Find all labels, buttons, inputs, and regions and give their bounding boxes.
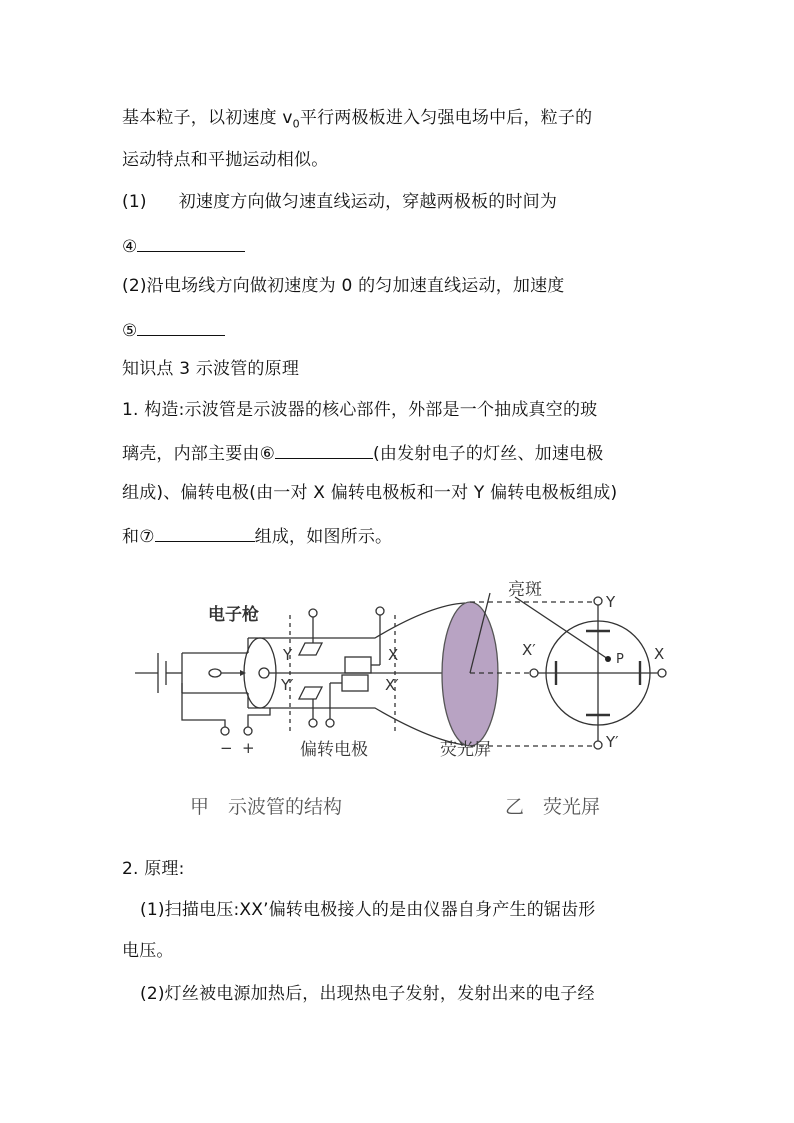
- cathode: [209, 669, 221, 677]
- para-line-2: 运动特点和平抛运动相似。: [122, 150, 329, 170]
- label-xp-right: X′: [522, 641, 536, 659]
- tube-body: [248, 603, 465, 745]
- label-y-right: Y: [606, 593, 616, 611]
- text-segment: (由发射电子的灯丝、加速电极: [373, 444, 604, 464]
- label-x-right: X: [654, 645, 665, 663]
- x-terminal: [376, 607, 384, 615]
- x-plate: [342, 675, 368, 691]
- para-line-11: [122, 523, 392, 548]
- caption-screen: 乙 荧光屏: [505, 796, 601, 818]
- label-xp: X′: [385, 676, 399, 694]
- para-line-6: [122, 317, 225, 342]
- caption-structure: 甲 示波管的结构: [190, 796, 343, 818]
- light-spot: [605, 656, 611, 662]
- minus-terminal: [221, 727, 229, 735]
- fluorescent-screen: [442, 602, 498, 746]
- label-y: Y: [283, 646, 293, 664]
- para-line-9: [122, 440, 603, 465]
- subscript-zero: 0: [292, 117, 300, 131]
- y-terminal: [309, 609, 317, 617]
- oscilloscope-tube-figure: [130, 575, 675, 825]
- circuit-wire: [248, 708, 270, 727]
- para-line-4: [122, 233, 245, 258]
- item-number: (1): [122, 192, 147, 212]
- para-line-13: (1)扫描电压:XX’偏转电极接人的是由仪器自身产生的锯齿形: [140, 900, 596, 920]
- para-line-8: 1. 构造:示波管是示波器的核心部件，外部是一个抽成真空的玻: [122, 400, 598, 420]
- y-plate: [299, 643, 322, 655]
- text-segment: 基本粒子，以初速度 v: [122, 108, 293, 128]
- xp-terminal: [326, 719, 334, 727]
- para-line-1: [122, 107, 592, 135]
- label-plus: +: [242, 739, 255, 757]
- text-segment: 组成，如图所示。: [254, 527, 393, 547]
- label-bright-spot: 亮斑: [508, 580, 542, 600]
- label-p: P: [616, 652, 624, 667]
- yp-terminal: [309, 719, 317, 727]
- label-deflection-electrode: 偏转电极: [300, 740, 368, 760]
- beam-arrowhead: [240, 670, 246, 676]
- para-line-3: [122, 191, 557, 213]
- answer-blank-6: [275, 440, 373, 459]
- circuit-wire: [182, 683, 225, 727]
- para-line-5: (2)沿电场线方向做初速度为 0 的匀加速直线运动，加速度: [122, 276, 565, 296]
- plus-terminal: [244, 727, 252, 735]
- text-segment: 璃壳，内部主要由⑥: [122, 444, 276, 464]
- answer-blank-5: [137, 317, 225, 336]
- section-heading: 知识点 3 示波管的原理: [122, 359, 300, 379]
- para-line-12: 2. 原理:: [122, 859, 185, 879]
- label-minus: −: [220, 739, 233, 757]
- para-line-15: (2)灯丝被电源加热后，出现热电子发射，发射出来的电子经: [140, 984, 595, 1004]
- screen-x-terminal: [658, 669, 666, 677]
- x-plate: [345, 657, 371, 673]
- circled-number-5: ⑤: [122, 321, 138, 341]
- text-segment: 初速度方向做匀速直线运动，穿越两极板的时间为: [178, 192, 558, 212]
- text-segment: 和⑦: [122, 527, 155, 547]
- label-x: X: [388, 646, 399, 664]
- para-line-14: 电压。: [122, 941, 174, 961]
- label-screen: 荧光屏: [440, 740, 491, 760]
- screen-y-terminal: [594, 597, 602, 605]
- screen-xp-terminal: [530, 669, 538, 677]
- label-yp: Y′: [281, 676, 294, 694]
- anode-hole: [259, 668, 269, 678]
- circled-number-4: ④: [122, 237, 138, 257]
- screen-yp-terminal: [594, 741, 602, 749]
- label-yp-right: Y′: [606, 733, 619, 751]
- label-electron-gun: 电子枪: [208, 605, 259, 625]
- para-line-10: 组成)、偏转电极(由一对 X 偏转电极板和一对 Y 偏转电极板组成): [122, 483, 618, 503]
- answer-blank-7: [155, 523, 255, 542]
- text-segment: 平行两极板进入匀强电场中后，粒子的: [299, 108, 593, 128]
- answer-blank-4: [137, 233, 245, 252]
- y-plate: [299, 687, 322, 699]
